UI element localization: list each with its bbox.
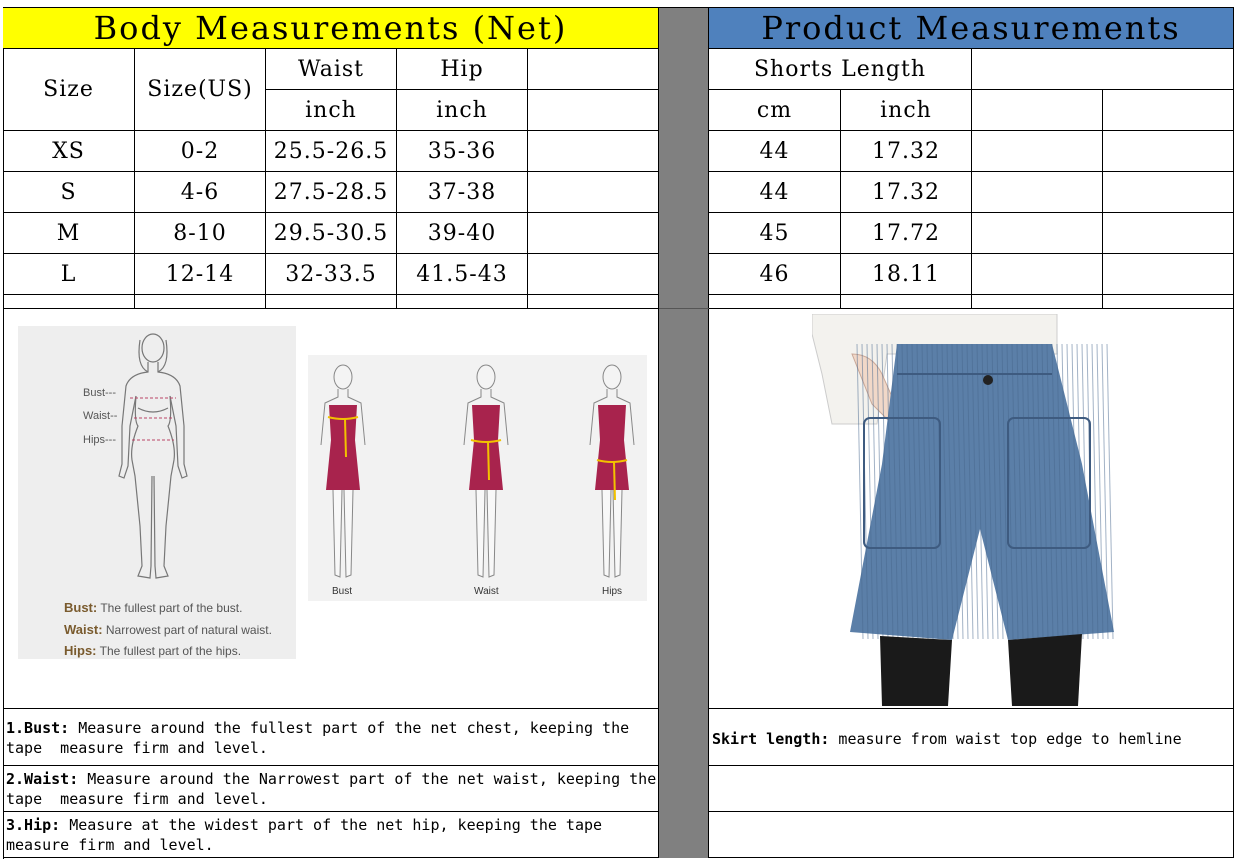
product-cell-empty <box>1103 254 1234 295</box>
product-cell-cm: 44 <box>709 172 841 213</box>
def-hips-term: Hips: <box>64 643 97 658</box>
body-cell-waist: 29.5-30.5 <box>266 213 397 254</box>
unit-hip: inch <box>397 90 528 131</box>
body-spacer-cell <box>3 295 135 309</box>
body-spacer-cell <box>397 295 528 309</box>
col-waist: Waist <box>266 49 397 90</box>
note-hip-term: 3.Hip: <box>6 816 61 834</box>
body-spacer-cell <box>266 295 397 309</box>
body-cell-empty <box>528 213 659 254</box>
note-waist <box>3 766 666 812</box>
note-skirt-text: measure from waist top edge to hemline <box>829 730 1182 748</box>
body-cell-size: M <box>3 213 135 254</box>
unit-empty <box>528 90 659 131</box>
product-cell-empty <box>1103 172 1234 213</box>
product-cell-cm: 44 <box>709 131 841 172</box>
note-skirt-term: Skirt length: <box>712 730 830 748</box>
body-spacer-cell <box>528 295 659 309</box>
body-cell-waist: 27.5-28.5 <box>266 172 397 213</box>
product-spacer-cell <box>972 295 1103 309</box>
hips-mark: Hips--- <box>83 434 116 446</box>
body-cell-empty <box>528 254 659 295</box>
caption-hips: Hips <box>602 586 623 597</box>
col-size: Size <box>3 49 135 131</box>
col-size-us: Size(US) <box>135 49 266 131</box>
body-cell-hip: 41.5-43 <box>397 254 528 295</box>
product-spacer-cell <box>709 295 841 309</box>
unit-cm: cm <box>709 90 841 131</box>
product-cell-cm: 45 <box>709 213 841 254</box>
body-cell-us: 12-14 <box>135 254 266 295</box>
body-cell-us: 4-6 <box>135 172 266 213</box>
dress-figures-panel <box>308 355 647 601</box>
note-skirt-length <box>709 709 1234 766</box>
bust-mark: Bust--- <box>83 387 116 399</box>
note-hip <box>3 812 659 858</box>
button <box>983 375 993 385</box>
col-right-empty <box>972 49 1234 90</box>
product-cell-inch: 17.72 <box>841 213 972 254</box>
product-cell-inch: 17.32 <box>841 172 972 213</box>
body-cell-waist: 32-33.5 <box>266 254 397 295</box>
unit-empty-a <box>972 90 1103 131</box>
note-right-empty-2 <box>709 812 1234 858</box>
product-spacer-cell <box>1103 295 1234 309</box>
product-cell-empty <box>972 131 1103 172</box>
product-cell-empty <box>1103 131 1234 172</box>
body-figure-panel <box>18 326 296 659</box>
body-cell-us: 0-2 <box>135 131 266 172</box>
dress-figures-drawing <box>308 355 647 601</box>
product-cell-empty <box>1103 213 1234 254</box>
body-measurements-title: Body Measurements (Net) <box>3 8 659 49</box>
caption-bust: Bust <box>332 586 353 597</box>
col-shorts-length: Shorts Length <box>709 49 972 90</box>
def-hips-text: The fullest part of the hips. <box>99 644 242 658</box>
dress-figure-hips <box>590 365 634 577</box>
definition-hips <box>64 643 241 658</box>
def-waist-text: Narrowest part of natural waist. <box>105 623 272 637</box>
body-cell-empty <box>528 172 659 213</box>
def-waist-term: Waist: <box>64 622 103 637</box>
body-cell-size: L <box>3 254 135 295</box>
note-bust-term: 1.Bust: <box>6 719 70 737</box>
body-cell-size: S <box>3 172 135 213</box>
body-cell-hip: 37-38 <box>397 172 528 213</box>
product-cell-inch: 17.32 <box>841 131 972 172</box>
body-cell-hip: 35-36 <box>397 131 528 172</box>
body-cell-hip: 39-40 <box>397 213 528 254</box>
col-empty <box>528 49 659 90</box>
product-cell-empty <box>972 254 1103 295</box>
separator-column <box>659 8 709 858</box>
unit-empty-b <box>1103 90 1234 131</box>
shorts-drawing <box>812 314 1132 706</box>
note-waist-text: Measure around the Narrowest part of the net waist, keeping the tape measure firm and level. <box>6 770 666 808</box>
note-waist-term: 2.Waist: <box>6 770 79 788</box>
note-bust-text: Measure around the fullest part of the net chest, keeping the tape measure firm and level. <box>6 719 639 757</box>
def-bust-text: The fullest part of the bust. <box>100 601 243 615</box>
product-cell-empty <box>972 172 1103 213</box>
dress-figure-bust <box>321 365 365 577</box>
tights <box>880 634 1082 706</box>
note-bust <box>3 709 659 766</box>
note-right-empty-1 <box>709 766 1234 812</box>
definition-bust <box>64 600 242 615</box>
body-cell-size: XS <box>3 131 135 172</box>
product-spacer-cell <box>841 295 972 309</box>
waist-mark: Waist-- <box>83 410 118 422</box>
note-hip-text: Measure at the widest part of the net hip, keeping the tape measure firm and level. <box>6 816 612 854</box>
product-cell-cm: 46 <box>709 254 841 295</box>
unit-inch: inch <box>841 90 972 131</box>
separator-line <box>659 308 709 309</box>
product-cell-inch: 18.11 <box>841 254 972 295</box>
unit-waist: inch <box>266 90 397 131</box>
col-hip: Hip <box>397 49 528 90</box>
dress-figure-waist <box>464 365 508 577</box>
body-cell-empty <box>528 131 659 172</box>
product-cell-empty <box>972 213 1103 254</box>
body-cell-us: 8-10 <box>135 213 266 254</box>
definition-waist <box>64 622 272 637</box>
product-measurements-title: Product Measurements <box>709 8 1234 49</box>
body-spacer-cell <box>135 295 266 309</box>
shorts-product-image <box>812 314 1132 706</box>
def-bust-term: Bust: <box>64 600 98 615</box>
body-cell-waist: 25.5-26.5 <box>266 131 397 172</box>
caption-waist: Waist <box>474 586 499 597</box>
